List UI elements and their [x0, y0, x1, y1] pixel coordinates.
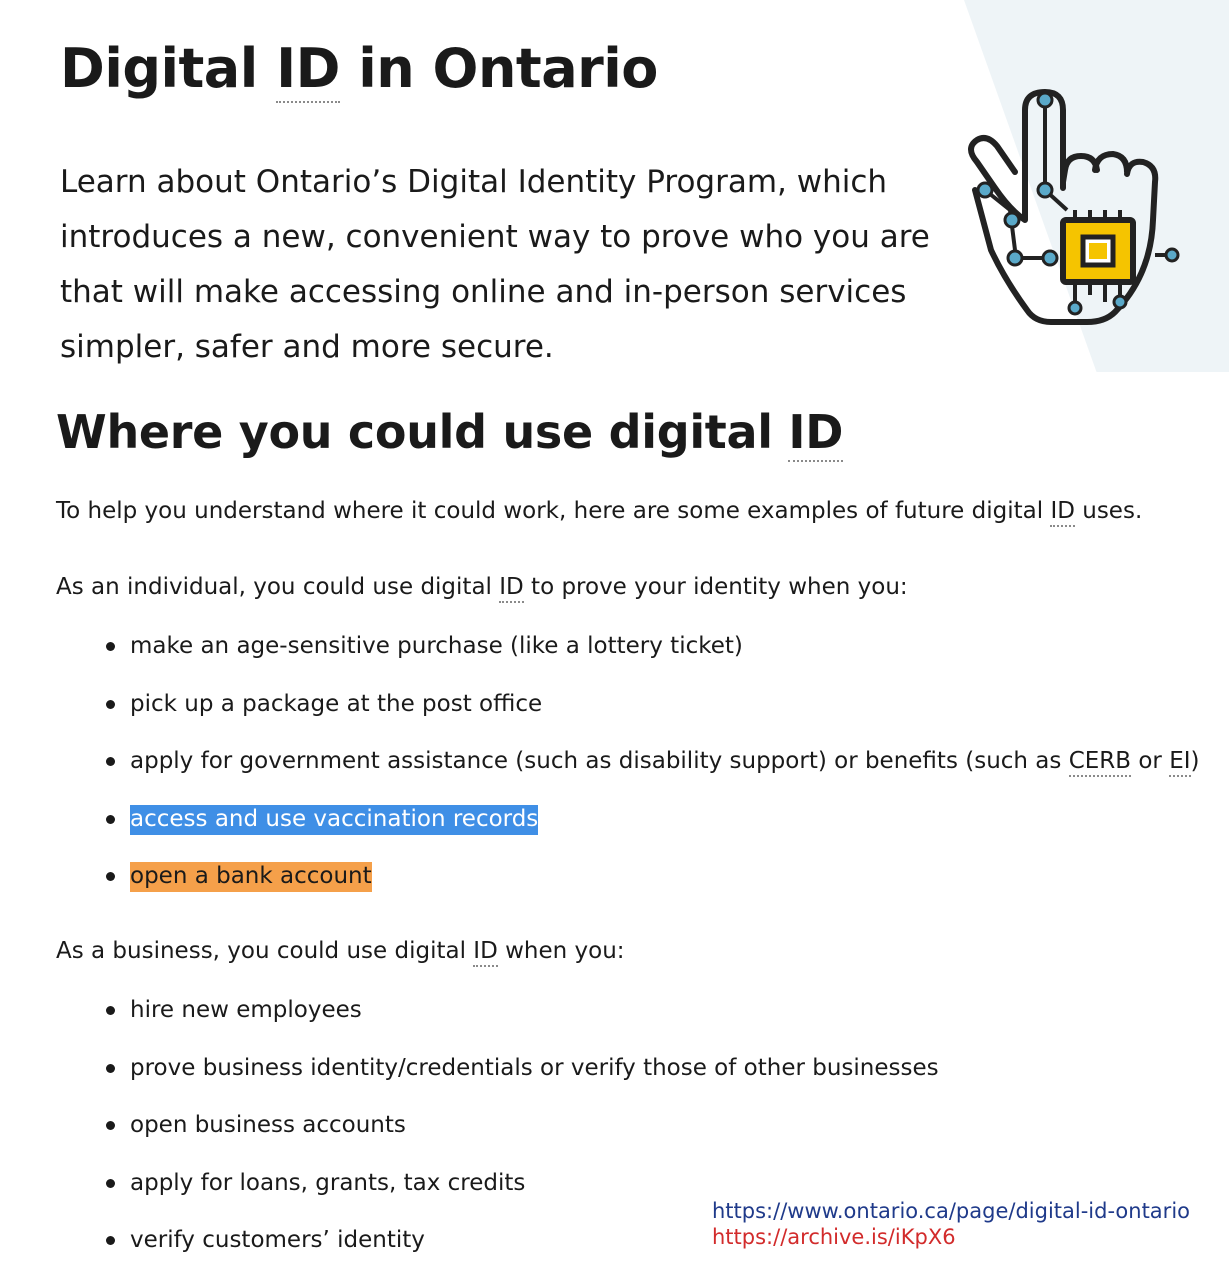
list-item-text: prove business identity/credentials or verify those of other businesses — [130, 1054, 939, 1081]
list-item-text: hire new employees — [130, 997, 362, 1023]
digital-hand-chip-icon — [955, 70, 1195, 340]
page-title-text-end: in Ontario — [339, 37, 658, 100]
list-item-text: apply for loans, grants, tax credits — [130, 1169, 526, 1196]
bullet-icon — [106, 1179, 115, 1188]
business-intro-text: As a business, you could use digital — [56, 938, 474, 964]
ei-abbreviation[interactable]: EI — [1169, 748, 1190, 777]
list-item — [96, 687, 1200, 745]
business-intro-text-end: when you: — [497, 938, 625, 964]
bullet-icon — [106, 815, 115, 824]
archive-source-link[interactable]: https://archive.is/iKpX6 — [712, 1225, 956, 1249]
list-item — [96, 744, 1200, 802]
examples-id-abbreviation[interactable]: ID — [1050, 498, 1075, 527]
list-item — [96, 993, 939, 1051]
list-item-text: verify customers’ identity — [130, 1227, 425, 1254]
section-heading-text: Where you could use digital — [56, 405, 789, 459]
list-item-text: pick up a package at the post office — [130, 690, 543, 717]
list-item — [96, 802, 1200, 860]
page-title — [60, 38, 658, 100]
source-links — [712, 1198, 1190, 1250]
list-item-text-middle: or — [1131, 748, 1170, 775]
business-intro — [56, 934, 625, 968]
heading-id-abbreviation[interactable]: ID — [788, 405, 843, 462]
list-item-text-end: ) — [1190, 748, 1200, 775]
bullet-icon — [106, 872, 115, 881]
list-item-text: open business accounts — [130, 1112, 406, 1139]
bullet-icon — [106, 642, 115, 651]
bullet-icon — [106, 1006, 115, 1015]
intro-paragraph: Learn about Ontario’s Digital Identity Program, which introduces a new, convenient way to prove who you are that will make accessing online and in-person services simpler, safer and more secure. — [60, 164, 930, 365]
individual-intro-text-end: to prove your identity when you: — [523, 574, 908, 600]
list-item — [96, 1108, 939, 1166]
examples-paragraph — [56, 494, 1142, 528]
page-title-text: Digital — [60, 37, 277, 100]
bullet-icon — [106, 757, 115, 766]
list-item — [96, 1051, 939, 1109]
bullet-icon — [106, 1064, 115, 1073]
bullet-icon — [106, 700, 115, 709]
highlighted-bank-account: open a bank account — [130, 862, 372, 892]
business-id-abbreviation[interactable]: ID — [473, 938, 498, 967]
individual-uses-list — [96, 629, 1200, 917]
list-item — [96, 629, 1200, 687]
examples-text: To help you understand where it could work, here are some examples of future digital — [56, 498, 1051, 524]
individual-intro-text: As an individual, you could use digital — [56, 574, 500, 600]
list-item-text: make an age-sensitive purchase (like a lottery ticket) — [130, 633, 743, 659]
list-item-text: apply for government assistance (such as disability support) or benefits (such as — [130, 748, 1069, 775]
individual-id-abbreviation[interactable]: ID — [499, 574, 524, 603]
bullet-icon — [106, 1121, 115, 1130]
examples-text-end: uses. — [1074, 498, 1143, 524]
bullet-icon — [106, 1236, 115, 1245]
individual-intro — [56, 570, 908, 604]
list-item — [96, 859, 1200, 917]
highlighted-vaccination-records: access and use vaccination records — [130, 805, 538, 835]
section-heading — [56, 406, 843, 459]
title-id-abbreviation[interactable]: ID — [276, 37, 340, 103]
ontario-source-link[interactable]: https://www.ontario.ca/page/digital-id-ontario — [712, 1199, 1190, 1223]
cerb-abbreviation[interactable]: CERB — [1069, 748, 1131, 777]
